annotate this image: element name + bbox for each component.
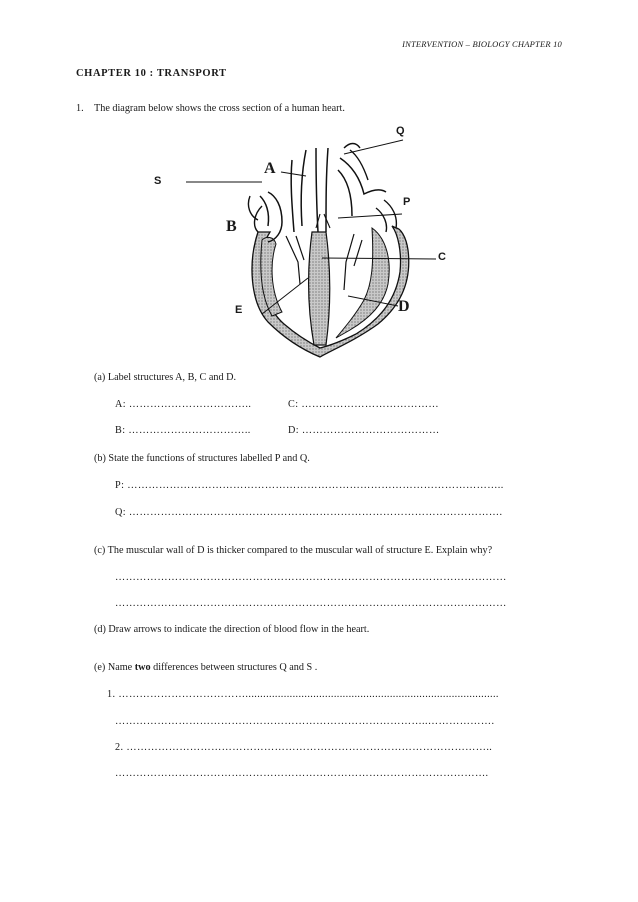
- part-e-prompt-pre: (e) Name: [94, 662, 135, 673]
- part-e-prompt-bold: two: [134, 662, 151, 673]
- valve-left: [286, 236, 304, 284]
- atrium-left-outline: [248, 196, 262, 232]
- answer-line-c2[interactable]: …………………………………………………………………………………………………: [115, 598, 507, 609]
- part-b-prompt: (b) State the functions of structures labelled P and Q.: [94, 453, 310, 464]
- answer-line-q[interactable]: Q: …………………………………………………………………………………………….: [115, 507, 503, 518]
- part-c-prompt: (c) The muscular wall of D is thicker compared to the muscular wall of structure E. Explain why?: [94, 545, 493, 556]
- question-number: 1.: [76, 103, 84, 114]
- label-p: P: [403, 196, 411, 208]
- label-s: S: [154, 175, 162, 187]
- answer-line-e1b[interactable]: ……………………………………………………………………………..……………….: [115, 716, 495, 727]
- answer-line-c1[interactable]: …………………………………………………………………………………………………: [115, 572, 507, 583]
- page-header: INTERVENTION – BIOLOGY CHAPTER 10: [402, 39, 562, 49]
- valve-right: [344, 234, 362, 290]
- part-a-prompt: (a) Label structures A, B, C and D.: [94, 372, 237, 383]
- label-d: D: [398, 298, 410, 315]
- label-b: B: [226, 218, 237, 235]
- answer-blank-d[interactable]: D: …………………………………: [288, 425, 440, 436]
- chapter-title: CHAPTER 10 : TRANSPORT: [76, 68, 227, 79]
- label-e: E: [235, 304, 243, 316]
- label-q: Q: [396, 125, 405, 137]
- part-d-prompt: (d) Draw arrows to indicate the direction of blood flow in the heart.: [94, 624, 370, 635]
- label-c: C: [438, 251, 446, 263]
- answer-blank-a[interactable]: A: ……………………………..: [115, 399, 252, 410]
- label-a: A: [264, 160, 276, 177]
- answer-line-p[interactable]: P: ……………………………………………………………………………………………..: [115, 480, 504, 491]
- pulmonary-artery: [291, 150, 306, 232]
- answer-line-e2b[interactable]: …………………………………………………………………………………………….: [115, 768, 489, 779]
- answer-blank-c[interactable]: C: …………………………………: [288, 399, 440, 410]
- leader-p: [338, 214, 402, 218]
- leader-c: [322, 258, 436, 259]
- answer-blank-b[interactable]: B: ……………………………..: [115, 425, 251, 436]
- leader-q: [344, 140, 403, 154]
- septum: [309, 232, 330, 345]
- part-e-prompt: [94, 662, 317, 673]
- question-stem: The diagram below shows the cross section of a human heart.: [94, 103, 345, 114]
- answer-line-e1a[interactable]: 1. ………………………………......................................................................................: [107, 689, 499, 700]
- answer-line-e2a[interactable]: 2. …………………………………………………………………………………………..: [115, 742, 493, 753]
- part-e-prompt-post: differences between structures Q and S .: [150, 662, 318, 673]
